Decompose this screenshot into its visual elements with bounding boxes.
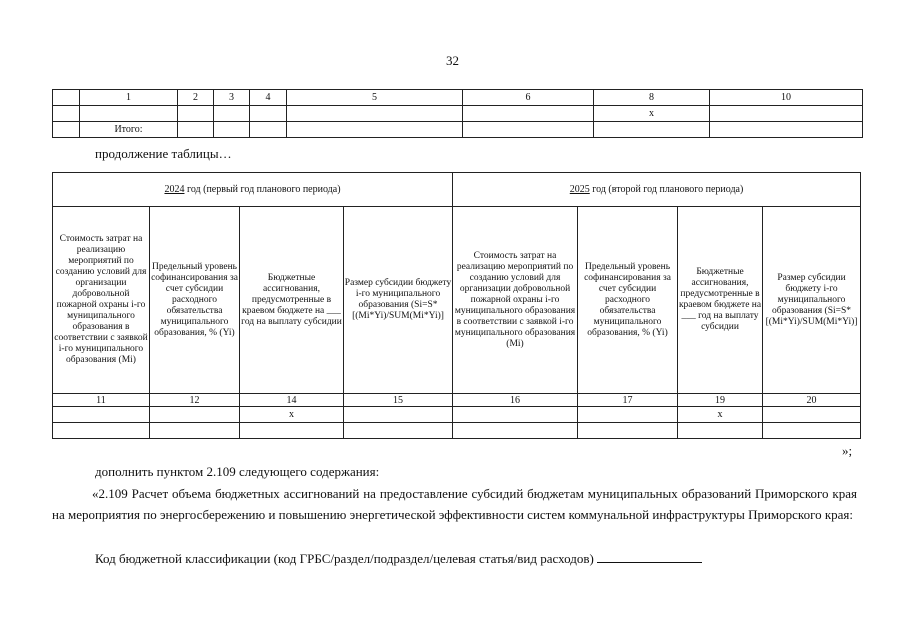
column-number: 19 — [678, 394, 763, 407]
column-header: Предельный уровень софинансирования за счет субсидии расходного обязательства муниципального образования, % (Yi) — [578, 207, 678, 394]
table-cell — [763, 423, 861, 439]
column-header: Стоимость затрат на реализацию мероприятий по созданию условий для организации добровольной пожарной охраны i-го муниципального образования в соответствии с заявкой i-го муниципального образования (Mi) — [453, 207, 578, 394]
table-cell — [344, 423, 453, 439]
table-cell: x — [240, 407, 344, 423]
table-cell — [578, 423, 678, 439]
total-label: Итого: — [80, 122, 178, 138]
period-2025-year: 2025 — [569, 184, 590, 195]
table-cell — [53, 407, 150, 423]
top-table-total-row — [53, 122, 863, 138]
table-cell: 1 — [80, 90, 178, 106]
table-cell — [710, 122, 863, 138]
table-cell — [453, 423, 578, 439]
table-cell — [53, 423, 150, 439]
column-number: 14 — [240, 394, 344, 407]
period-2024-year: 2024 — [164, 184, 185, 195]
period-header-row — [53, 173, 861, 207]
table-cell — [150, 423, 240, 439]
top-table — [52, 89, 863, 138]
table-cell — [240, 423, 344, 439]
column-header: Размер субсидии бюджету i-го муниципального образования (Si=S*[(Mi*Yi)/SUM(Mi*Yi)] — [344, 207, 453, 394]
column-header-row — [53, 207, 861, 394]
table-cell: 6 — [463, 90, 594, 106]
table-cell — [463, 106, 594, 122]
page-number: 32 — [446, 53, 459, 68]
table-cell — [763, 407, 861, 423]
top-table-x-row — [53, 106, 863, 122]
table-cell: 5 — [287, 90, 463, 106]
table-cell — [463, 122, 594, 138]
table-cell: x — [594, 106, 710, 122]
table-cell — [214, 106, 250, 122]
period-2025-header — [453, 173, 861, 207]
period-2024-header — [53, 173, 453, 207]
table-cell — [178, 106, 214, 122]
column-number: 20 — [763, 394, 861, 407]
table-cell — [80, 106, 178, 122]
table-cell — [250, 122, 287, 138]
table-cell — [344, 407, 453, 423]
table-cell — [710, 106, 863, 122]
add-point-text: дополнить пунктом 2.109 следующего содержания: — [95, 464, 380, 479]
budget-code-line — [95, 548, 702, 569]
table-cell — [594, 122, 710, 138]
fill-in-blank — [597, 549, 702, 563]
column-number-row — [53, 394, 861, 407]
period-2025-text: год (второй год планового периода) — [589, 184, 744, 195]
closing-quote: »; — [842, 443, 853, 458]
period-2024-text: год (первый год планового периода) — [184, 184, 341, 195]
table-cell — [287, 122, 463, 138]
column-number: 11 — [53, 394, 150, 407]
continuation-label: продолжение таблицы… — [95, 146, 232, 161]
column-number: 16 — [453, 394, 578, 407]
table-cell — [578, 407, 678, 423]
table-cell: 8 — [594, 90, 710, 106]
table-cell — [53, 122, 80, 138]
table-cell: x — [678, 407, 763, 423]
table-cell — [53, 106, 80, 122]
table-cell — [453, 407, 578, 423]
table-cell: 4 — [250, 90, 287, 106]
table-cell: 10 — [710, 90, 863, 106]
table-cell — [287, 106, 463, 122]
table-cell — [150, 407, 240, 423]
main-table-x-row — [53, 407, 861, 423]
main-table — [52, 172, 861, 439]
table-cell — [53, 90, 80, 106]
table-cell — [678, 423, 763, 439]
table-cell: 3 — [214, 90, 250, 106]
column-header: Размер субсидии бюджету i-го муниципального образования (Si=S*[(Mi*Yi)/SUM(Mi*Yi)] — [763, 207, 861, 394]
paragraph-2-109: «2.109 Расчет объема бюджетных ассигнований на предоставление субсидий бюджетам муниципальных образований Приморского края на мероприятия по энергосбережению и повышению энергетической эффективности систем коммунальной инфраструктуры Приморского края: — [52, 486, 857, 522]
column-number: 17 — [578, 394, 678, 407]
table-cell — [214, 122, 250, 138]
column-header: Бюджетные ассигнования, предусмотренные в краевом бюджете на ___ год на выплату субсидии — [678, 207, 763, 394]
table-cell — [250, 106, 287, 122]
table-cell — [178, 122, 214, 138]
column-number: 12 — [150, 394, 240, 407]
budget-code-label: Код бюджетной классификации (код ГРБС/раздел/подраздел/целевая статья/вид расходов) — [95, 551, 594, 566]
column-header: Предельный уровень софинансирования за счет субсидии расходного обязательства муниципального образования, % (Yi) — [150, 207, 240, 394]
column-header: Стоимость затрат на реализацию мероприятий по созданию условий для организации добровольной пожарной охраны i-го муниципального образования в соответствии с заявкой i-го муниципального образования (Mi) — [53, 207, 150, 394]
column-number: 15 — [344, 394, 453, 407]
table-cell: 2 — [178, 90, 214, 106]
column-header: Бюджетные ассигнования, предусмотренные в краевом бюджете на ___ год на выплату субсидии — [240, 207, 344, 394]
top-table-header-row — [53, 90, 863, 106]
main-table-empty-row — [53, 423, 861, 439]
